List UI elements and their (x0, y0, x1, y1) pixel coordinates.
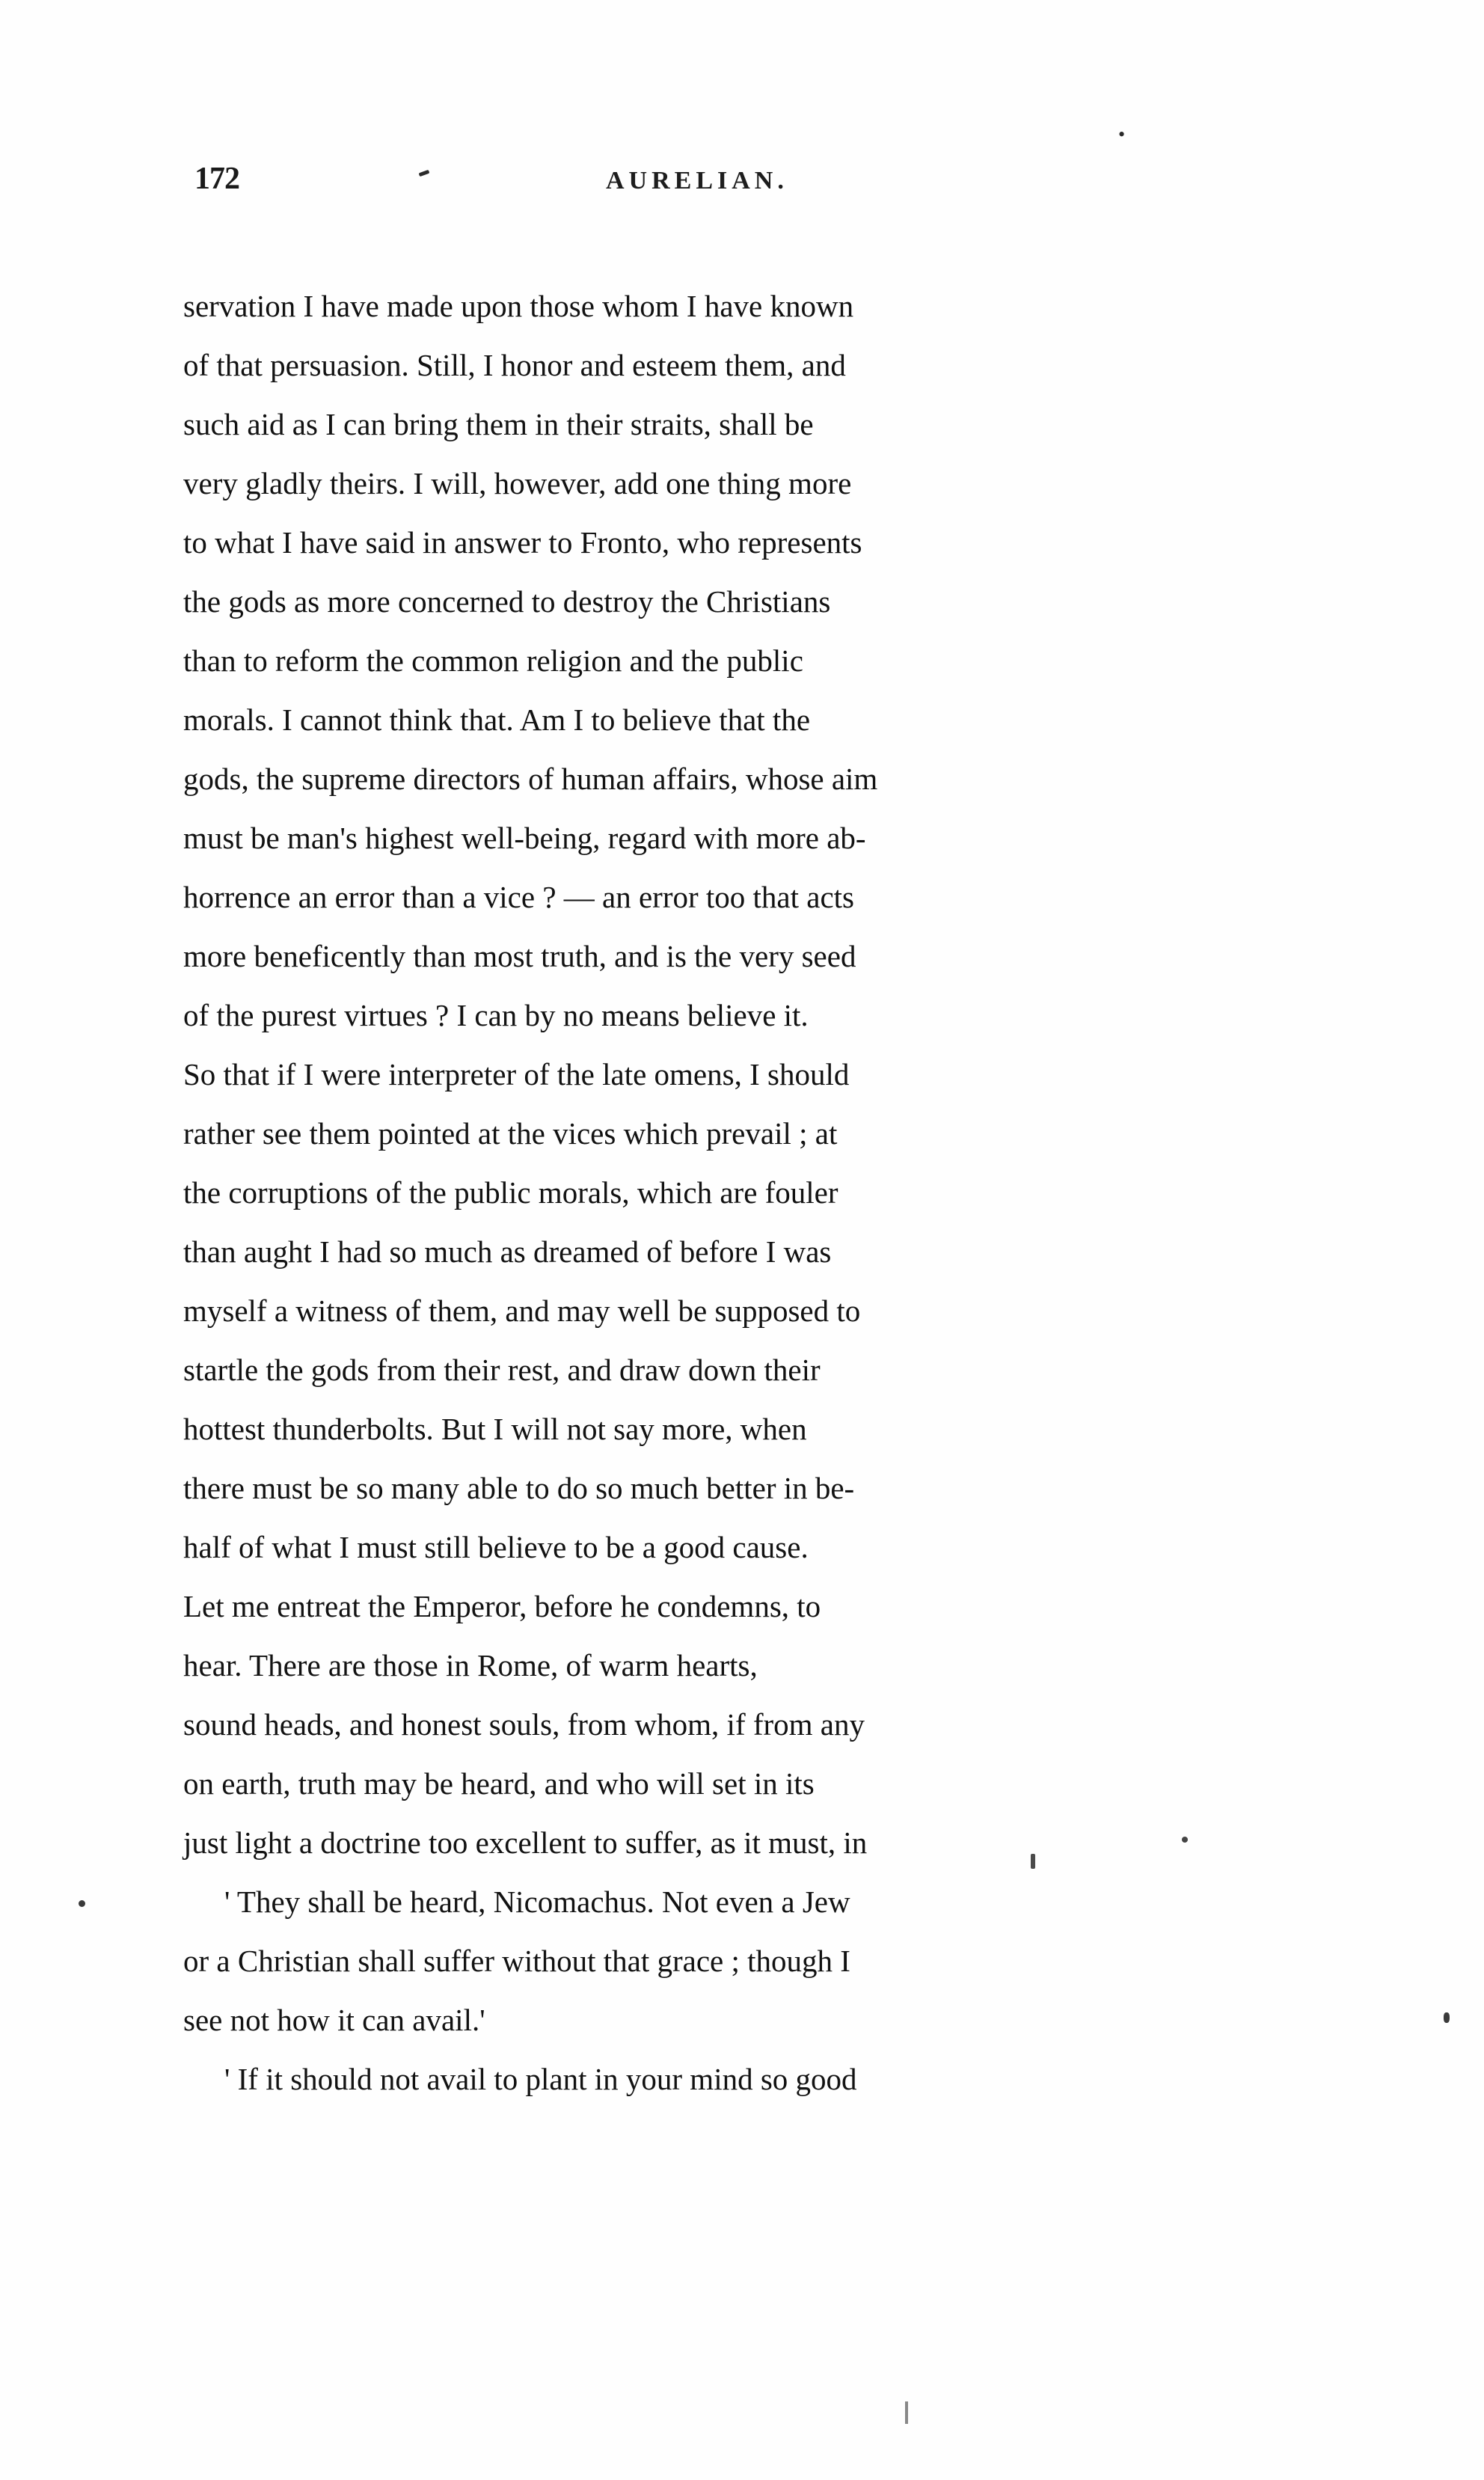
text-line: see not how it can avail.' (183, 2003, 485, 2037)
stray-mark-tick (1031, 1854, 1035, 1869)
text-line: Let me entreat the Emperor, before he condemns, to (183, 1589, 821, 1623)
paragraph-continued (183, 277, 1313, 1873)
text-line: the corruptions of the public morals, which are fouler (183, 1175, 838, 1210)
text-line: myself a witness of them, and may well be supposed to (183, 1293, 861, 1328)
text-line: just light a doctrine too excellent to suffer, as it must, in (183, 1825, 868, 1860)
text-line: of that persuasion. Still, I honor and esteem them, and (183, 348, 846, 382)
text-line: startle the gods from their rest, and draw down their (183, 1353, 821, 1387)
text-line: more beneficently than most truth, and is the very seed (183, 939, 856, 973)
text-line: must be man's highest well-being, regard with more ab- (183, 821, 866, 855)
text-line: horrence an error than a vice ? — an error too that acts (183, 880, 854, 914)
text-line: half of what I must still believe to be a good cause. (183, 1530, 809, 1564)
page-header (187, 161, 1309, 213)
stray-mark-top: • (1118, 123, 1127, 145)
stray-mark-header (419, 170, 430, 177)
text-line: such aid as I can bring them in their straits, shall be (183, 407, 814, 441)
text-line: there must be so many able to do so much better in be- (183, 1471, 855, 1505)
text-line: gods, the supreme directors of human affairs, whose aim (183, 762, 878, 796)
stray-mark-bottom (905, 2401, 908, 2424)
paragraph-last (183, 2050, 1313, 2109)
text-line: sound heads, and honest souls, from whom, if from any (183, 1707, 865, 1742)
text-line: ' If it should not avail to plant in your mind so good (224, 2062, 857, 2096)
text-line: rather see them pointed at the vices which prevail ; at (183, 1116, 838, 1151)
stray-mark-right (1444, 2012, 1450, 2023)
running-head-title: AURELIAN. (606, 167, 788, 195)
text-line: hottest thunderbolts. But I will not say more, when (183, 1412, 807, 1446)
text-line: of the purest virtues ? I can by no means believe it. (183, 998, 809, 1032)
text-line: or a Christian shall suffer without that grace ; though I (183, 1944, 850, 1978)
text-line: than aught I had so much as dreamed of before I was (183, 1234, 832, 1269)
text-line: hear. There are those in Rome, of warm hearts, (183, 1648, 758, 1683)
text-line: on earth, truth may be heard, and who will set in its (183, 1766, 815, 1801)
text-line: ' They shall be heard, Nicomachus. Not even a Jew (224, 1885, 850, 1919)
stray-mark-left (79, 1900, 85, 1907)
text-line: very gladly theirs. I will, however, add one thing more (183, 466, 852, 500)
body-text (183, 277, 1313, 2109)
text-line: So that if I were interpreter of the late omens, I should (183, 1057, 850, 1091)
text-line: to what I have said in answer to Fronto, who represents (183, 525, 862, 560)
text-line: morals. I cannot think that. Am I to believe that the (183, 702, 811, 737)
stray-mark-period (1182, 1837, 1188, 1843)
text-line: than to reform the common religion and the public (183, 643, 803, 678)
text-line: the gods as more concerned to destroy the Christians (183, 584, 831, 619)
text-line: servation I have made upon those whom I have known (183, 289, 854, 323)
page-number: 172 (194, 162, 239, 196)
paragraph-reply (183, 1873, 1313, 2050)
